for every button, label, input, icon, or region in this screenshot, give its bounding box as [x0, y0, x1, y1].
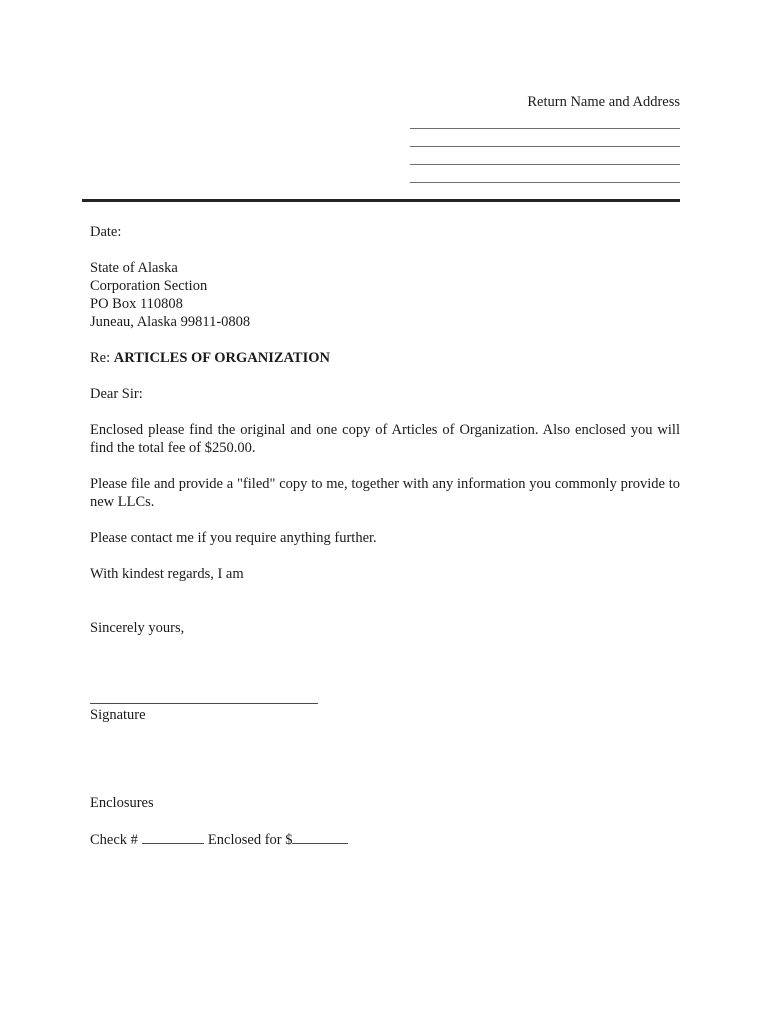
re-line [90, 349, 680, 367]
return-address-label: Return Name and Address [527, 94, 680, 110]
enclosed-for-label: Enclosed for $ [207, 832, 293, 848]
salutation: Dear Sir: [90, 386, 143, 402]
recipient-line-2: Corporation Section [90, 278, 208, 294]
return-address-lines [410, 111, 680, 183]
recipient-line-4: Juneau, Alaska 99811-0808 [90, 314, 251, 330]
check-line [90, 830, 680, 849]
header-divider-rule [82, 199, 680, 202]
return-address-line-2[interactable] [410, 129, 680, 147]
recipient-line-3: PO Box 110808 [90, 296, 183, 312]
closing: Sincerely yours, [90, 620, 185, 636]
letter-body [0, 223, 770, 849]
re-subject: ARTICLES OF ORGANIZATION [113, 350, 330, 366]
return-address-line-1[interactable] [410, 111, 680, 129]
return-address-line-4[interactable] [410, 165, 680, 183]
return-address-line-3[interactable] [410, 147, 680, 165]
recipient-line-1: State of Alaska [90, 260, 178, 276]
body-paragraph-3: Please contact me if you require anything further. [90, 530, 377, 546]
check-number-blank[interactable] [142, 830, 204, 844]
body-paragraph-4: With kindest regards, I am [90, 566, 244, 582]
signature-line[interactable] [90, 703, 318, 704]
re-prefix: Re: [90, 350, 114, 366]
body-paragraph-2: Please file and provide a "filed" copy to me, together with any information you commonly provide to new LLCs. [90, 476, 680, 510]
return-address-block [0, 0, 770, 183]
enclosures-label: Enclosures [90, 795, 154, 811]
enclosed-amount-blank[interactable] [292, 830, 348, 844]
body-paragraph-1: Enclosed please find the original and one copy of Articles of Organization. Also enclosed you will find the total fee of $250.00. [90, 422, 680, 456]
signature-label: Signature [90, 707, 146, 723]
date-label: Date: [90, 224, 122, 240]
check-number-label: Check # [90, 832, 138, 848]
